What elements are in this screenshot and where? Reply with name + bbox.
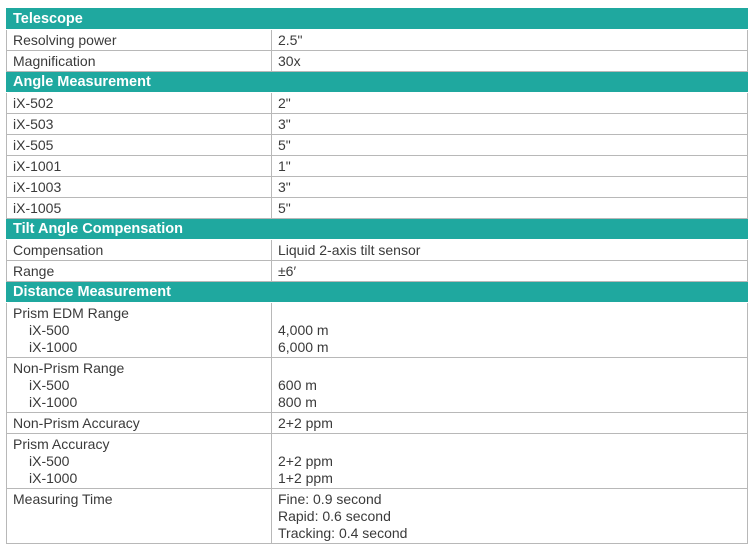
row-subvalue: Fine: 0.9 second — [278, 491, 382, 507]
row-value: 5" — [272, 198, 748, 219]
row-label: iX-502 — [7, 93, 272, 114]
row-label-main: Prism Accuracy — [13, 436, 110, 452]
section-title: Telescope — [7, 9, 748, 30]
row-value: ±6′ — [272, 261, 748, 282]
row-value: 2" — [272, 93, 748, 114]
spec-table — [6, 8, 748, 544]
row-subvalue: Tracking: 0.4 second — [278, 525, 408, 541]
row-subvalue: 4,000 m — [278, 322, 329, 338]
table-row — [7, 240, 748, 261]
row-label: Magnification — [7, 51, 272, 72]
row-label-main: Prism EDM Range — [13, 305, 129, 321]
table-row — [7, 156, 748, 177]
row-sublabel: iX-1000 — [29, 394, 78, 410]
row-label: iX-1003 — [7, 177, 272, 198]
row-label — [7, 358, 272, 413]
table-row — [7, 114, 748, 135]
row-subvalue: 1+2 ppm — [278, 470, 333, 486]
table-row — [7, 198, 748, 219]
section-header-telescope — [7, 9, 748, 30]
table-row-prism-edm-range — [7, 303, 748, 358]
table-row — [7, 51, 748, 72]
table-row-prism-accuracy — [7, 434, 748, 489]
row-subvalue: 800 m — [278, 394, 317, 410]
row-subvalue: 600 m — [278, 377, 317, 393]
row-label: Range — [7, 261, 272, 282]
row-label — [7, 303, 272, 358]
row-label: iX-505 — [7, 135, 272, 156]
section-header-distance-measurement — [7, 282, 748, 303]
row-subvalue: 2+2 ppm — [278, 453, 333, 469]
section-header-tilt-angle-compensation — [7, 219, 748, 240]
row-label: Resolving power — [7, 30, 272, 51]
row-label: iX-1001 — [7, 156, 272, 177]
table-row — [7, 93, 748, 114]
section-header-angle-measurement — [7, 72, 748, 93]
row-sublabel: iX-1000 — [29, 339, 78, 355]
row-sublabel: iX-500 — [29, 453, 70, 469]
row-value — [272, 303, 748, 358]
row-value — [272, 358, 748, 413]
row-label: Measuring Time — [7, 489, 272, 544]
row-sublabel: iX-1000 — [29, 470, 78, 486]
row-label — [7, 434, 272, 489]
table-row-non-prism-accuracy — [7, 413, 748, 434]
row-label: iX-1005 — [7, 198, 272, 219]
row-sublabel: iX-500 — [29, 322, 70, 338]
row-value: Liquid 2-axis tilt sensor — [272, 240, 748, 261]
table-row — [7, 30, 748, 51]
row-value — [272, 489, 748, 544]
row-value: 5" — [272, 135, 748, 156]
section-title: Distance Measurement — [7, 282, 748, 303]
section-title: Angle Measurement — [7, 72, 748, 93]
row-value: 30x — [272, 51, 748, 72]
row-subvalue: 6,000 m — [278, 339, 329, 355]
row-value: 3" — [272, 114, 748, 135]
row-label: iX-503 — [7, 114, 272, 135]
table-row-measuring-time — [7, 489, 748, 544]
row-value: 2.5" — [272, 30, 748, 51]
table-row — [7, 135, 748, 156]
row-value: 3" — [272, 177, 748, 198]
row-value — [272, 434, 748, 489]
row-sublabel: iX-500 — [29, 377, 70, 393]
row-label: Compensation — [7, 240, 272, 261]
table-row — [7, 261, 748, 282]
row-subvalue: Rapid: 0.6 second — [278, 508, 391, 524]
row-value: 1" — [272, 156, 748, 177]
row-value: 2+2 ppm — [272, 413, 748, 434]
table-row-non-prism-range — [7, 358, 748, 413]
row-label: Non-Prism Accuracy — [7, 413, 272, 434]
section-title: Tilt Angle Compensation — [7, 219, 748, 240]
row-label-main: Non-Prism Range — [13, 360, 125, 376]
table-row — [7, 177, 748, 198]
